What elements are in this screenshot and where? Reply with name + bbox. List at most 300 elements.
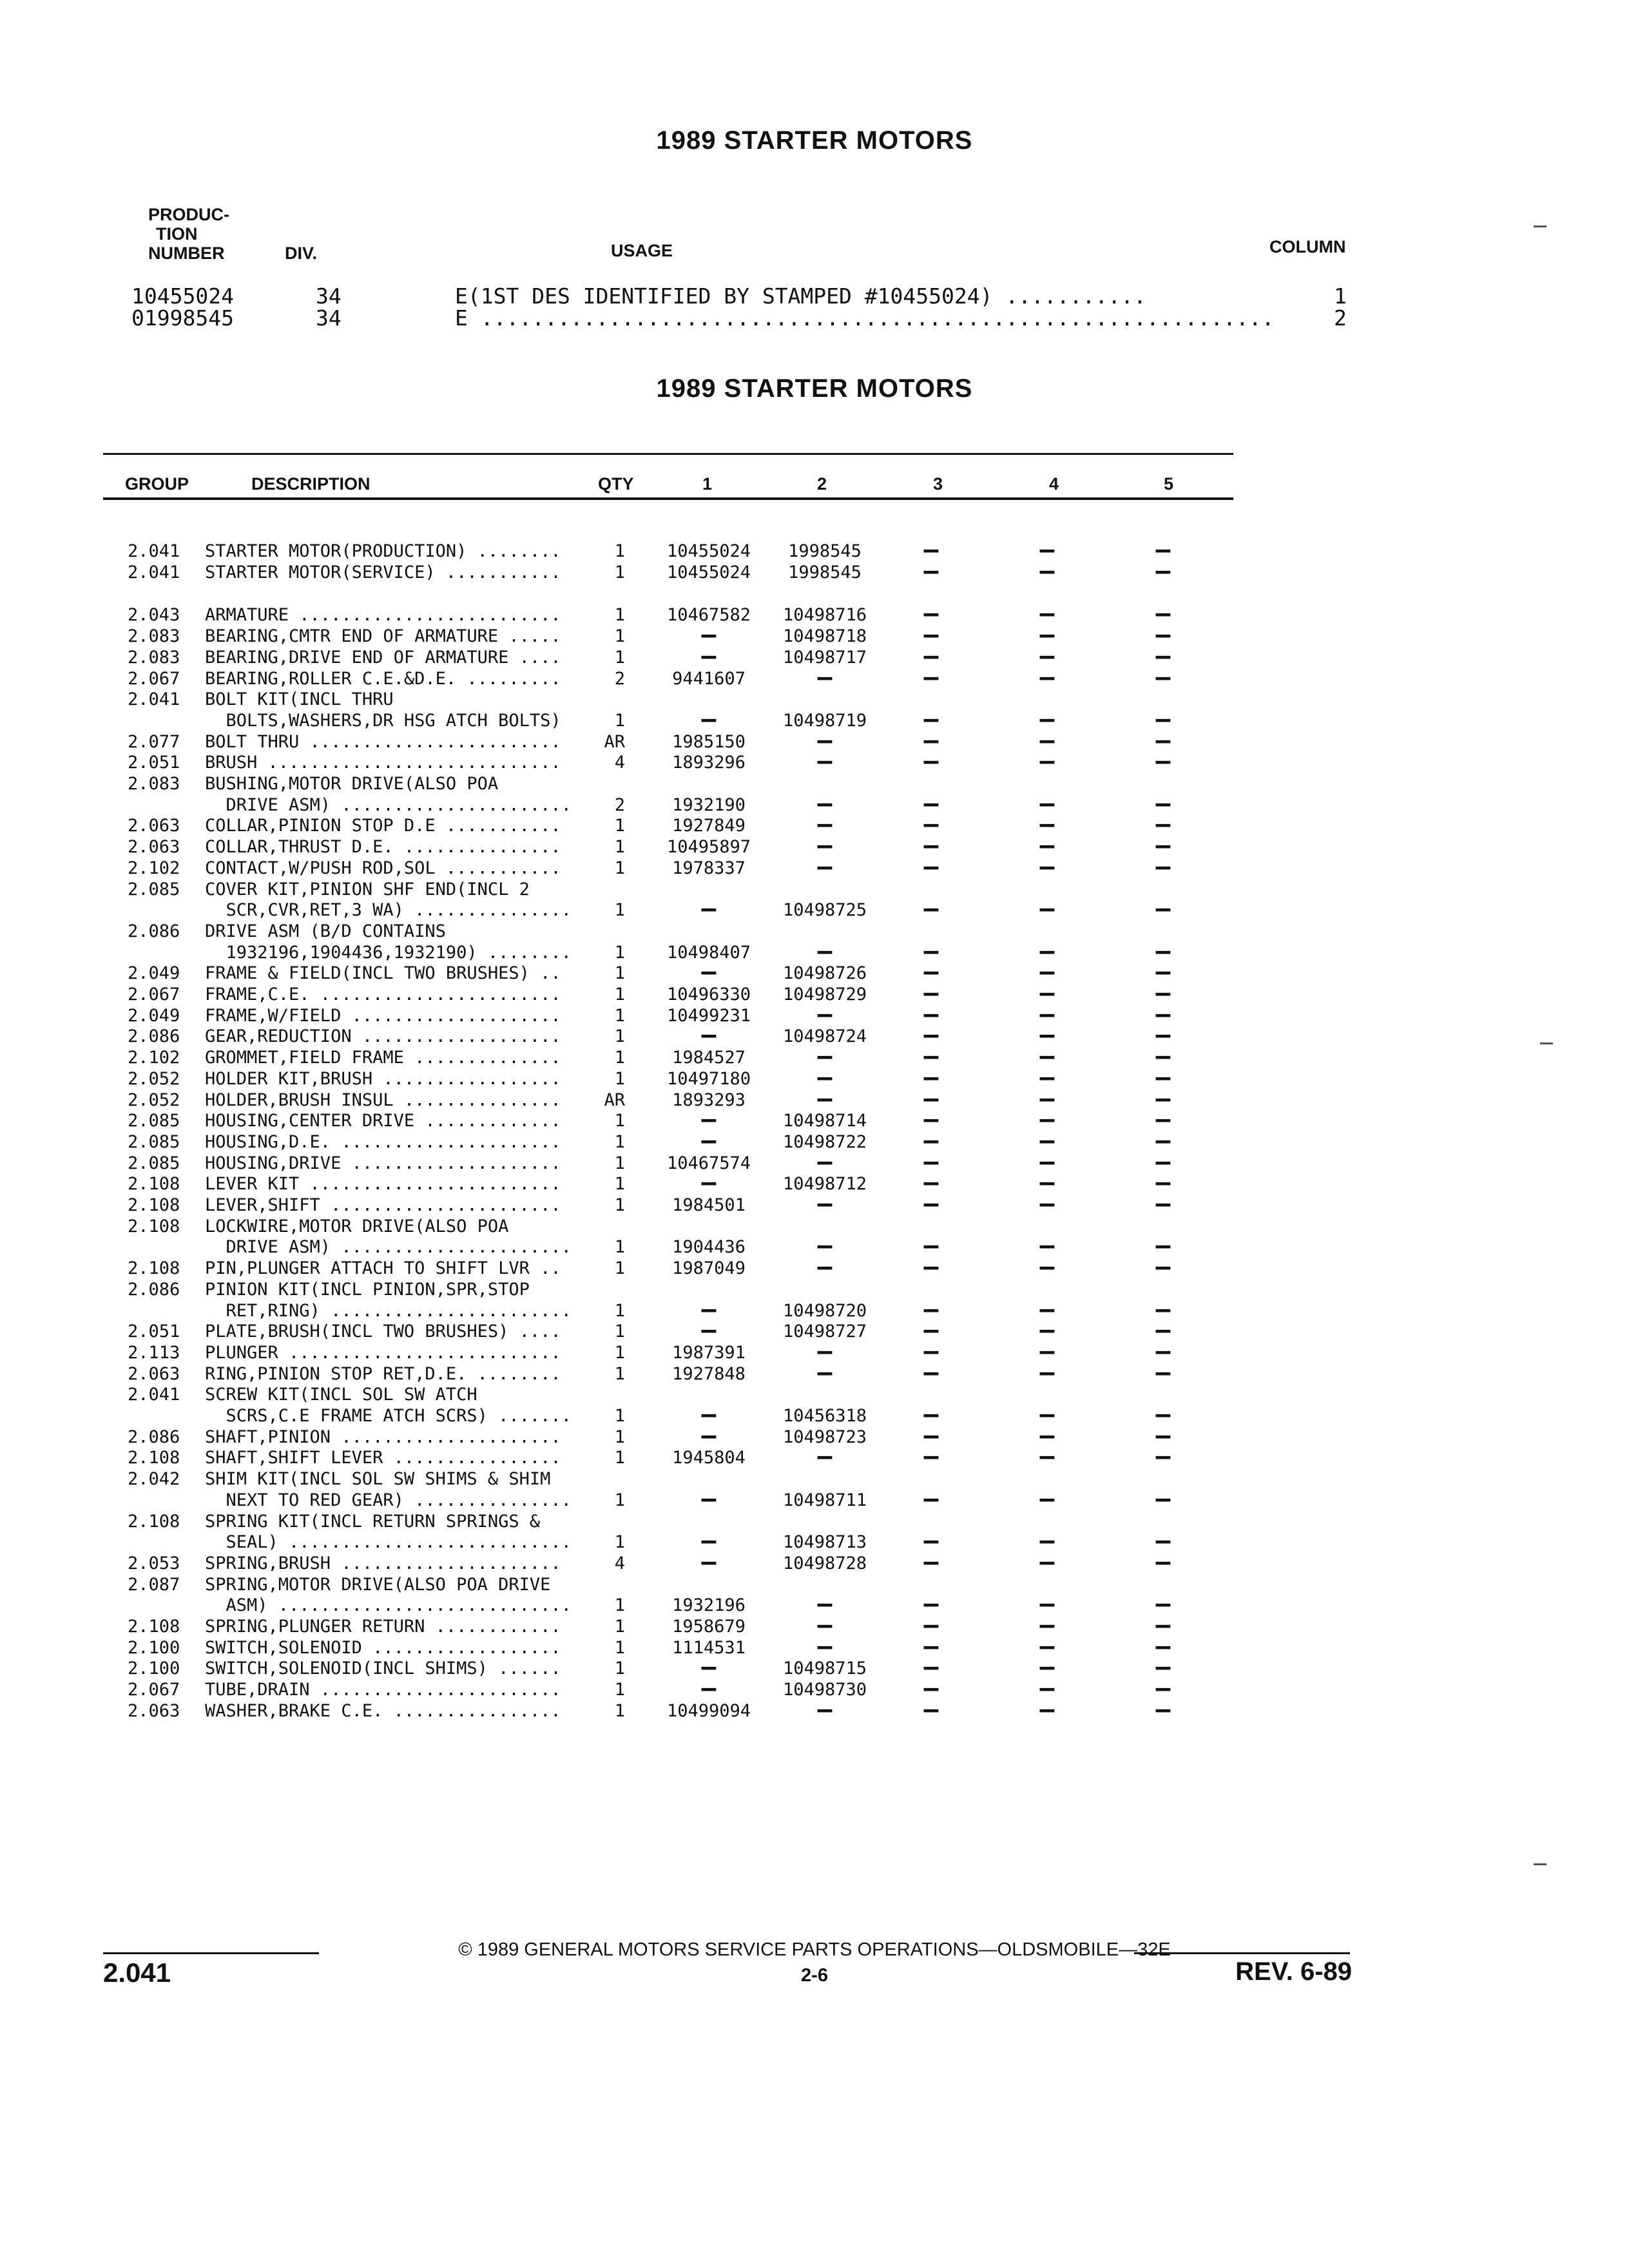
column-2-cell: — — [817, 726, 833, 754]
column-4-cell: — — [1039, 1084, 1055, 1113]
column-5-cell: — — [1155, 1042, 1171, 1070]
qty-cell: 1 — [614, 1258, 625, 1278]
column-3-cell: — — [923, 1421, 939, 1450]
qty-cell: 1 — [614, 1048, 625, 1068]
description-cell: SCREW KIT(INCL SOL SW ATCH — [205, 1385, 477, 1405]
column-1-cell: 9441607 — [672, 669, 746, 689]
column-4-cell: — — [1039, 747, 1055, 775]
table-row — [0, 1400, 1629, 1428]
column-4-cell: — — [1039, 1653, 1055, 1681]
group-cell: 2.102 — [128, 1048, 180, 1068]
column-5-cell: — — [1155, 1358, 1171, 1387]
column-2-cell: 10498711 — [782, 1490, 867, 1510]
column-1-cell: — — [701, 1295, 717, 1323]
column-3-cell: — — [923, 1590, 939, 1618]
description-cell: RET,RING) ....................... — [205, 1301, 572, 1321]
qty-cell: 2 — [614, 669, 625, 689]
column-3-cell: — — [923, 1548, 939, 1576]
description-cell: BRUSH ............................ — [205, 753, 561, 773]
column-1-cell: — — [701, 1421, 717, 1450]
table-header-rule — [103, 497, 1233, 500]
column-1-cell: — — [701, 957, 717, 986]
group-cell: 2.113 — [128, 1343, 180, 1363]
column-2-cell: — — [817, 1442, 833, 1470]
column-2-cell: 10456318 — [782, 1406, 867, 1426]
column-3-cell: — — [923, 705, 939, 733]
column-4-cell: — — [1039, 557, 1055, 585]
production-number-header-line1: PRODUC- — [148, 205, 229, 224]
column-5-cell: — — [1155, 620, 1171, 649]
description-column-header: DESCRIPTION — [251, 474, 371, 494]
column-1-cell: 1927849 — [672, 816, 746, 836]
qty-cell: 1 — [614, 1132, 625, 1152]
qty-cell: 1 — [614, 648, 625, 668]
table-row — [0, 1590, 1629, 1618]
section-number: 2.041 — [103, 1957, 171, 1988]
column-number: 2 — [1334, 305, 1347, 331]
table-row — [0, 599, 1629, 628]
description-cell: PINION KIT(INCL PINION,SPR,STOP — [205, 1280, 530, 1300]
group-cell: 2.051 — [128, 1321, 180, 1341]
column-2-header: 2 — [817, 474, 827, 494]
column-3-cell: — — [923, 1611, 939, 1639]
column-5-cell: — — [1155, 1590, 1171, 1618]
description-cell: HOLDER,BRUSH INSUL ............... — [205, 1090, 561, 1110]
description-cell: COVER KIT,PINION SHF END(INCL 2 — [205, 879, 530, 899]
column-4-cell: — — [1039, 852, 1055, 881]
column-2-cell: — — [817, 852, 833, 881]
description-cell: SEAL) ........................... — [205, 1532, 572, 1552]
group-cell: 2.041 — [128, 541, 180, 561]
column-header: COLUMN — [1269, 237, 1346, 256]
table-row — [0, 557, 1629, 585]
table-row — [0, 1168, 1629, 1196]
qty-cell: 1 — [614, 900, 625, 920]
description-cell: FRAME,C.E. ....................... — [205, 985, 561, 1004]
column-2-cell: 10498716 — [782, 605, 867, 625]
description-cell: SPRING,BRUSH ..................... — [205, 1553, 561, 1573]
qty-cell: 1 — [614, 837, 625, 857]
column-5-cell: — — [1155, 557, 1171, 585]
group-cell: 2.063 — [128, 1701, 180, 1721]
column-5-cell: — — [1155, 810, 1171, 838]
column-3-cell: — — [923, 747, 939, 775]
column-5-cell: — — [1155, 705, 1171, 733]
column-5-cell: — — [1155, 852, 1171, 881]
table-row — [0, 642, 1629, 670]
table-row — [0, 1485, 1629, 1513]
column-3-cell: — — [923, 1674, 939, 1702]
column-5-cell: — — [1155, 1548, 1171, 1576]
column-1-cell: 10499231 — [666, 1006, 751, 1026]
qty-cell: 1 — [614, 711, 625, 731]
table-row — [0, 1148, 1629, 1176]
column-4-cell: — — [1039, 1526, 1055, 1555]
column-3-cell: — — [923, 1189, 939, 1218]
column-4-cell: — — [1039, 705, 1055, 733]
qty-cell: 1 — [614, 605, 625, 625]
description-cell: HOLDER KIT,BRUSH ................. — [205, 1069, 561, 1089]
column-4-cell: — — [1039, 1358, 1055, 1387]
column-4-cell: — — [1039, 1000, 1055, 1028]
column-2-cell: 10498719 — [782, 711, 867, 731]
table-row — [0, 1653, 1629, 1681]
table-row — [0, 1526, 1629, 1555]
qty-cell: 1 — [614, 858, 625, 878]
column-3-cell: — — [923, 642, 939, 670]
column-1-cell: 1114531 — [672, 1638, 746, 1658]
column-4-cell: — — [1039, 599, 1055, 628]
group-cell: 2.086 — [128, 921, 180, 941]
column-3-cell: — — [923, 1695, 939, 1724]
column-1-cell: 1932196 — [672, 1595, 746, 1615]
column-2-cell: — — [817, 810, 833, 838]
column-4-cell: — — [1039, 1295, 1055, 1323]
description-cell: SCRS,C.E FRAME ATCH SCRS) ....... — [205, 1406, 572, 1426]
column-4-cell: — — [1039, 663, 1055, 691]
group-cell: 2.108 — [128, 1617, 180, 1637]
qty-cell: 4 — [614, 753, 625, 773]
edge-mark — [1534, 226, 1547, 227]
column-5-cell: — — [1155, 642, 1171, 670]
qty-cell: 1 — [614, 943, 625, 963]
table-row — [0, 921, 1629, 942]
production-number: 10455024 — [131, 284, 234, 309]
table-row — [0, 1674, 1629, 1702]
column-3-cell: — — [923, 1442, 939, 1470]
group-cell: 2.085 — [128, 879, 180, 899]
table-row — [0, 1063, 1629, 1091]
column-4-cell: — — [1039, 1168, 1055, 1196]
column-1-cell: — — [701, 1400, 717, 1428]
column-5-cell: — — [1155, 535, 1171, 564]
column-5-cell: — — [1155, 1485, 1171, 1513]
group-cell: 2.063 — [128, 1364, 180, 1384]
column-3-cell: — — [923, 852, 939, 881]
column-2-cell: 10498723 — [782, 1427, 867, 1447]
description-cell: GEAR,REDUCTION ................... — [205, 1026, 561, 1046]
description-cell: HOUSING,DRIVE .................... — [205, 1153, 561, 1173]
table-row — [0, 1548, 1629, 1576]
group-cell: 2.063 — [128, 837, 180, 857]
description-cell: SPRING,PLUNGER RETURN ............ — [205, 1617, 561, 1637]
description-cell: BOLTS,WASHERS,DR HSG ATCH BOLTS) — [205, 711, 561, 731]
column-4-cell: — — [1039, 894, 1055, 923]
group-cell: 2.052 — [128, 1090, 180, 1110]
column-1-header: 1 — [702, 474, 713, 494]
table-row — [0, 774, 1629, 794]
column-3-cell: — — [923, 894, 939, 923]
column-4-cell: — — [1039, 642, 1055, 670]
group-column-header: GROUP — [125, 474, 189, 494]
column-4-cell: — — [1039, 1695, 1055, 1724]
column-2-cell: — — [817, 663, 833, 691]
table-row — [0, 1280, 1629, 1300]
qty-cell: 1 — [614, 1006, 625, 1026]
column-1-cell: — — [701, 1168, 717, 1196]
group-cell: 2.067 — [128, 985, 180, 1004]
description-cell: BEARING,ROLLER C.E.&D.E. ......... — [205, 669, 561, 689]
qty-cell: 1 — [614, 562, 625, 582]
qty-cell: 1 — [614, 1026, 625, 1046]
column-2-cell: — — [817, 1084, 833, 1113]
description-cell: DRIVE ASM (B/D CONTAINS — [205, 921, 446, 941]
column-1-cell: — — [701, 1021, 717, 1049]
column-1-cell: 10497180 — [666, 1069, 751, 1089]
column-2-cell: — — [817, 1358, 833, 1387]
column-2-cell: — — [817, 1695, 833, 1724]
table-row — [0, 747, 1629, 775]
qty-cell: 2 — [614, 795, 625, 815]
column-2-cell: — — [817, 1148, 833, 1176]
description-cell: PLATE,BRUSH(INCL TWO BRUSHES) .... — [205, 1321, 561, 1341]
group-cell: 2.043 — [128, 605, 180, 625]
group-cell: 2.086 — [128, 1026, 180, 1046]
group-cell: 2.049 — [128, 1006, 180, 1026]
group-cell: 2.085 — [128, 1111, 180, 1131]
column-5-cell: — — [1155, 1021, 1171, 1049]
column-4-cell: — — [1039, 1548, 1055, 1576]
column-1-cell: 1932190 — [672, 795, 746, 815]
table-row — [0, 705, 1629, 733]
revision-label: REV. 6-89 — [1235, 1957, 1352, 1986]
column-3-cell: — — [923, 1295, 939, 1323]
column-4-cell: — — [1039, 1148, 1055, 1176]
column-2-cell: 10498718 — [782, 626, 867, 646]
column-4-cell: — — [1039, 620, 1055, 649]
qty-cell: 4 — [614, 1553, 625, 1573]
qty-cell: 1 — [614, 1658, 625, 1678]
group-cell: 2.041 — [128, 689, 180, 709]
table-row — [0, 1358, 1629, 1387]
column-3-cell: — — [923, 535, 939, 564]
column-3-cell: — — [923, 1358, 939, 1387]
column-2-cell: 1998545 — [788, 562, 862, 582]
column-3-cell: — — [923, 937, 939, 965]
table-row — [0, 937, 1629, 965]
group-cell: 2.108 — [128, 1512, 180, 1532]
qty-column-header: QTY — [598, 474, 634, 494]
description-cell: SHAFT,PINION ..................... — [205, 1427, 561, 1447]
column-1-cell: 1893296 — [672, 753, 746, 773]
column-1-cell: 10496330 — [666, 985, 751, 1004]
production-number: 01998545 — [131, 305, 234, 331]
division: 34 — [316, 284, 342, 309]
table-row — [0, 1189, 1629, 1218]
qty-cell: 1 — [614, 1680, 625, 1700]
table-row — [0, 689, 1629, 710]
group-cell: 2.085 — [128, 1153, 180, 1173]
column-4-cell: — — [1039, 535, 1055, 564]
column-2-cell: 10498722 — [782, 1132, 867, 1152]
column-3-cell: — — [923, 1168, 939, 1196]
column-3-cell: — — [923, 557, 939, 585]
column-3-cell: — — [923, 1653, 939, 1681]
description-cell: COLLAR,PINION STOP D.E ........... — [205, 816, 561, 836]
column-1-cell: 1945804 — [672, 1448, 746, 1468]
description-cell: GROMMET,FIELD FRAME .............. — [205, 1048, 561, 1068]
page-title: 1989 STARTER MOTORS — [656, 126, 973, 155]
column-2-cell: — — [817, 1253, 833, 1281]
column-3-cell: — — [923, 1231, 939, 1260]
column-5-cell: — — [1155, 957, 1171, 986]
column-4-cell: — — [1039, 1337, 1055, 1365]
qty-cell: 1 — [614, 1490, 625, 1510]
column-5-cell: — — [1155, 1400, 1171, 1428]
table-row — [0, 1084, 1629, 1113]
column-2-cell: — — [817, 1632, 833, 1660]
qty-cell: 1 — [614, 1343, 625, 1363]
column-1-cell: 1978337 — [672, 858, 746, 878]
column-5-cell: — — [1155, 1148, 1171, 1176]
column-2-cell: — — [817, 1611, 833, 1639]
table-row — [0, 879, 1629, 900]
table-row — [0, 1021, 1629, 1049]
column-5-cell: — — [1155, 726, 1171, 754]
qty-cell: 1 — [614, 1427, 625, 1447]
column-1-cell: — — [701, 642, 717, 670]
column-1-cell: 1927848 — [672, 1364, 746, 1384]
column-5-cell: — — [1155, 1316, 1171, 1344]
column-1-cell: 10455024 — [666, 541, 751, 561]
column-4-cell: — — [1039, 937, 1055, 965]
column-1-cell: 1958679 — [672, 1617, 746, 1637]
column-2-cell: 10498713 — [782, 1532, 867, 1552]
qty-cell: 1 — [614, 626, 625, 646]
table-row — [0, 1253, 1629, 1281]
column-5-cell: — — [1155, 1526, 1171, 1555]
qty-cell: 1 — [614, 1195, 625, 1215]
group-cell: 2.067 — [128, 1680, 180, 1700]
column-2-cell: 10498728 — [782, 1553, 867, 1573]
table-row — [0, 1695, 1629, 1724]
table-row — [0, 663, 1629, 691]
description-cell: DRIVE ASM) ...................... — [205, 1237, 572, 1257]
description-cell: 1932196,1904436,1932190) ........ — [205, 943, 572, 963]
description-cell: LEVER,SHIFT ...................... — [205, 1195, 561, 1215]
page-number: 2-6 — [801, 1965, 828, 1986]
column-4-cell: — — [1039, 1316, 1055, 1344]
column-4-cell: — — [1039, 726, 1055, 754]
column-1-cell: — — [701, 1485, 717, 1513]
usage-text: E .............................................................. — [455, 305, 1275, 331]
column-3-cell: — — [923, 1000, 939, 1028]
column-1-cell: — — [701, 1126, 717, 1155]
column-3-cell: — — [923, 979, 939, 1007]
qty-cell: 1 — [614, 1069, 625, 1089]
description-cell: COLLAR,THRUST D.E. ............... — [205, 837, 561, 857]
column-1-cell: 1984527 — [672, 1048, 746, 1068]
description-cell: LEVER KIT ........................ — [205, 1174, 561, 1194]
column-2-cell: — — [817, 1189, 833, 1218]
column-3-cell: — — [923, 1253, 939, 1281]
column-2-cell: 10498715 — [782, 1658, 867, 1678]
description-cell: RING,PINION STOP RET,D.E. ........ — [205, 1364, 561, 1384]
group-cell: 2.100 — [128, 1638, 180, 1658]
group-cell: 2.087 — [128, 1575, 180, 1595]
column-4-cell: — — [1039, 1105, 1055, 1133]
description-cell: SCR,CVR,RET,3 WA) ............... — [205, 900, 572, 920]
column-5-cell: — — [1155, 599, 1171, 628]
column-1-cell: — — [701, 1548, 717, 1576]
description-cell: BEARING,CMTR END OF ARMATURE ..... — [205, 626, 561, 646]
table-row — [0, 957, 1629, 986]
column-5-cell: — — [1155, 1063, 1171, 1091]
column-1-cell: 1893293 — [672, 1090, 746, 1110]
column-4-cell: — — [1039, 1042, 1055, 1070]
description-cell: BOLT KIT(INCL THRU — [205, 689, 394, 709]
column-1-cell: — — [701, 1674, 717, 1702]
description-cell: ARMATURE ......................... — [205, 605, 561, 625]
table-row — [0, 852, 1629, 881]
column-2-cell: — — [817, 831, 833, 860]
column-1-cell: — — [701, 620, 717, 649]
column-2-cell: — — [817, 937, 833, 965]
production-usage-row — [0, 305, 1629, 329]
column-5-cell: — — [1155, 663, 1171, 691]
qty-cell: 1 — [614, 963, 625, 983]
group-cell: 2.053 — [128, 1553, 180, 1573]
column-2-cell: — — [817, 1000, 833, 1028]
column-4-cell: — — [1039, 1126, 1055, 1155]
description-cell: PIN,PLUNGER ATTACH TO SHIFT LVR .. — [205, 1258, 561, 1278]
description-cell: LOCKWIRE,MOTOR DRIVE(ALSO POA — [205, 1216, 509, 1236]
column-4-cell: — — [1039, 1253, 1055, 1281]
group-cell: 2.042 — [128, 1469, 180, 1489]
group-cell: 2.041 — [128, 1385, 180, 1405]
column-1-cell: 1904436 — [672, 1237, 746, 1257]
table-row — [0, 979, 1629, 1007]
column-1-cell: 10495897 — [666, 837, 751, 857]
column-2-cell: 10498714 — [782, 1111, 867, 1131]
column-3-cell: — — [923, 1042, 939, 1070]
column-5-cell: — — [1155, 1105, 1171, 1133]
column-1-cell: 10467574 — [666, 1153, 751, 1173]
column-1-cell: 10467582 — [666, 605, 751, 625]
column-4-header: 4 — [1049, 474, 1059, 494]
group-cell: 2.108 — [128, 1448, 180, 1468]
description-cell: SPRING,MOTOR DRIVE(ALSO POA DRIVE — [205, 1575, 551, 1595]
column-5-cell: — — [1155, 831, 1171, 860]
column-5-cell: — — [1155, 1421, 1171, 1450]
description-cell: TUBE,DRAIN ....................... — [205, 1680, 561, 1700]
qty-cell: 1 — [614, 1701, 625, 1721]
column-3-cell: — — [923, 599, 939, 628]
table-row — [0, 1042, 1629, 1070]
column-1-cell: — — [701, 705, 717, 733]
group-cell: 2.085 — [128, 1132, 180, 1152]
column-2-cell: 10498730 — [782, 1680, 867, 1700]
column-1-cell: — — [701, 894, 717, 923]
column-3-cell: — — [923, 1337, 939, 1365]
group-cell: 2.108 — [128, 1216, 180, 1236]
column-1-cell: — — [701, 1526, 717, 1555]
column-2-cell: 10498726 — [782, 963, 867, 983]
table-row — [0, 1632, 1629, 1660]
group-cell: 2.083 — [128, 648, 180, 668]
column-4-cell: — — [1039, 1442, 1055, 1470]
column-3-cell: — — [923, 1316, 939, 1344]
column-3-cell: — — [923, 1148, 939, 1176]
column-3-cell: — — [923, 1105, 939, 1133]
production-number-header-line3: NUMBER — [148, 244, 225, 263]
column-5-cell: — — [1155, 1653, 1171, 1681]
qty-cell: 1 — [614, 1111, 625, 1131]
column-5-cell: — — [1155, 1695, 1171, 1724]
group-cell: 2.083 — [128, 774, 180, 794]
column-5-cell: — — [1155, 1126, 1171, 1155]
description-cell: CONTACT,W/PUSH ROD,SOL ........... — [205, 858, 561, 878]
